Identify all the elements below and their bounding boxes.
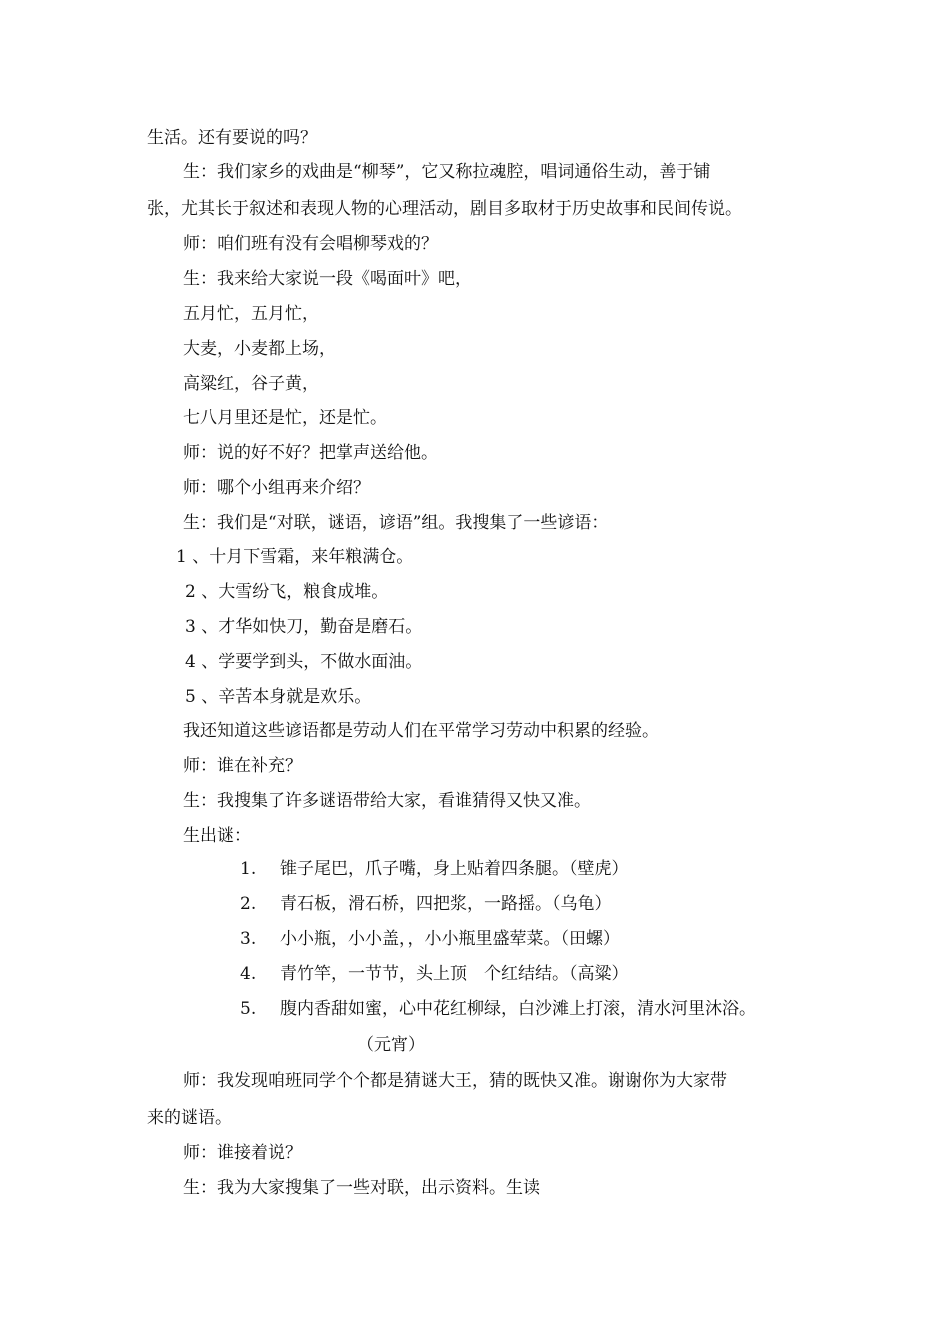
text-line: 生：我们家乡的戏曲是“柳琴”，它又称拉魂腔，唱词通俗生动，善于铺 (183, 162, 711, 182)
riddle-text: 青石板，滑石桥，四把浆，一路摇。（乌龟） (280, 894, 612, 914)
riddle-number: 4. (240, 964, 257, 984)
text-line: 师：谁接着说？ (183, 1143, 302, 1163)
proverb-item: 3 、才华如快刀，勤奋是磨石。 (185, 617, 423, 637)
text-line: 张，尤其长于叙述和表现人物的心理活动，剧目多取材于历史故事和民间传说。 (147, 199, 742, 219)
text-line: 生：我搜集了许多谜语带给大家，看谁猜得又快又准。 (183, 791, 591, 811)
riddle-item (240, 858, 629, 880)
proverb-item: 5 、辛苦本身就是欢乐。 (185, 687, 372, 707)
riddle-text: 青竹竿，一节节，头上顶 个红结结。（高粱） (280, 964, 629, 984)
text-line: 师：哪个小组再来介绍？ (183, 478, 370, 498)
text-line: 师：我发现咱班同学个个都是猜谜大王，猜的既快又准。谢谢你为大家带 (183, 1071, 727, 1091)
text-line: 生：我为大家搜集了一些对联，出示资料。生读 (183, 1178, 540, 1198)
riddle-number: 1. (240, 859, 257, 879)
text-line: 我还知道这些谚语都是劳动人们在平常学习劳动中积累的经验。 (183, 721, 659, 741)
text-line: 五月忙，五月忙， (183, 304, 319, 324)
riddle-item (240, 928, 620, 950)
text-line: 七八月里还是忙，还是忙。 (183, 408, 387, 428)
text-line: 来的谜语。 (147, 1108, 232, 1128)
riddle-number: 3. (240, 929, 257, 949)
text-line: 大麦，小麦都上场， (183, 339, 336, 359)
riddle-number: 2. (240, 894, 257, 914)
text-line: 师：咱们班有没有会唱柳琴戏的？ (183, 234, 438, 254)
riddle-text: 锥子尾巴，爪子嘴，身上贴着四条腿。（壁虎） (280, 859, 629, 879)
text-line: 生出谜： (183, 826, 251, 846)
text-line: 师：谁在补充？ (183, 756, 302, 776)
proverb-item: 1 、十月下雪霜，来年粮满仓。 (176, 547, 414, 567)
riddle-item (240, 963, 629, 985)
proverb-item: 4 、学要学到头，不做水面油。 (185, 652, 423, 672)
text-line: 生活。还有要说的吗？ (147, 128, 317, 148)
text-line: 师：说的好不好？把掌声送给他。 (183, 443, 438, 463)
riddle-item (240, 998, 756, 1020)
text-line: 生：我来给大家说一段《喝面叶》吧， (183, 269, 472, 289)
riddle-item (240, 893, 612, 915)
riddle-text: 腹内香甜如蜜，心中花红柳绿，白沙滩上打滚，清水河里沐浴。 (280, 999, 756, 1019)
text-line: 生：我们是“对联，谜语，谚语”组。我搜集了一些谚语： (183, 513, 609, 533)
riddle-text: 小小瓶，小小盖，，小小瓶里盛荤菜。（田螺） (280, 929, 620, 949)
text-line: 高粱红，谷子黄， (183, 374, 319, 394)
riddle-number: 5. (240, 999, 257, 1019)
riddle-answer: （元宵） (357, 1035, 425, 1055)
proverb-item: 2 、大雪纷飞，粮食成堆。 (185, 582, 389, 602)
